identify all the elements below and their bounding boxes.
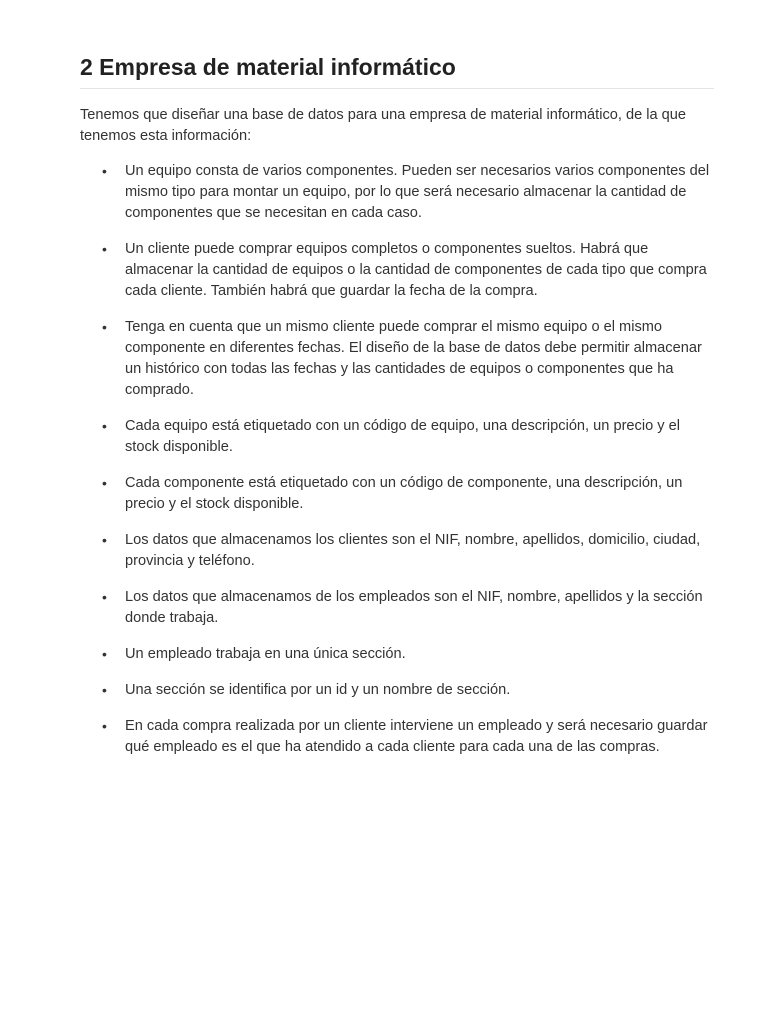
bullet-icon: • (102, 589, 107, 605)
list-item-text: En cada compra realizada por un cliente interviene un empleado y será necesario guardar qué empleado es el que ha atendido a cada cliente para cada una de las compras. (125, 718, 708, 755)
list-item (80, 530, 714, 572)
section-heading: 2 Empresa de material informático (80, 52, 714, 89)
list-item-text: Un equipo consta de varios componentes. Pueden ser necesarios varios componentes del mismo tipo para montar un equipo, por lo que será necesario almacenar la cantidad de componentes que se necesitan en cada caso. (125, 163, 710, 221)
list-item (80, 161, 714, 224)
bullet-icon: • (102, 163, 107, 179)
list-item-text: Tenga en cuenta que un mismo cliente puede comprar el mismo equipo o el mismo componente en diferentes fechas. El diseño de la base de datos debe permitir almacenar un histórico con todas las fechas y las cantidades de equipos o componentes que ha comprado. (125, 319, 702, 398)
list-item (80, 587, 714, 629)
bullet-icon: • (102, 241, 107, 257)
intro-paragraph: Tenemos que diseñar una base de datos para una empresa de material informático, de la que tenemos esta información: (80, 107, 687, 144)
list-item-text: Una sección se identifica por un id y un nombre de sección. (125, 682, 511, 698)
list-item (80, 473, 714, 515)
list-item (80, 416, 714, 458)
bullet-icon: • (102, 532, 107, 548)
list-item-text: Un empleado trabaja en una única sección. (125, 646, 406, 662)
list-item (80, 680, 714, 701)
list-item (80, 716, 714, 758)
requirements-list (80, 161, 714, 758)
list-item-text: Cada componente está etiquetado con un código de componente, una descripción, un precio y el stock disponible. (125, 475, 683, 512)
list-item (80, 239, 714, 302)
bullet-icon: • (102, 319, 107, 335)
list-item-text: Los datos que almacenamos de los empleados son el NIF, nombre, apellidos y la sección donde trabaja. (125, 589, 703, 626)
list-item-text: Cada equipo está etiquetado con un código de equipo, una descripción, un precio y el stock disponible. (125, 418, 680, 455)
bullet-icon: • (102, 682, 107, 698)
list-item (80, 644, 714, 665)
bullet-icon: • (102, 646, 107, 662)
list-item (80, 317, 714, 401)
bullet-icon: • (102, 475, 107, 491)
document-page (80, 52, 714, 773)
list-item-text: Un cliente puede comprar equipos completos o componentes sueltos. Habrá que almacenar la cantidad de equipos o la cantidad de componentes de cada tipo que compra cada cliente. También habrá que guardar la fecha de la compra. (125, 241, 707, 299)
bullet-icon: • (102, 718, 107, 734)
bullet-icon: • (102, 418, 107, 434)
list-item-text: Los datos que almacenamos los clientes son el NIF, nombre, apellidos, domicilio, ciudad, provincia y teléfono. (125, 532, 701, 569)
